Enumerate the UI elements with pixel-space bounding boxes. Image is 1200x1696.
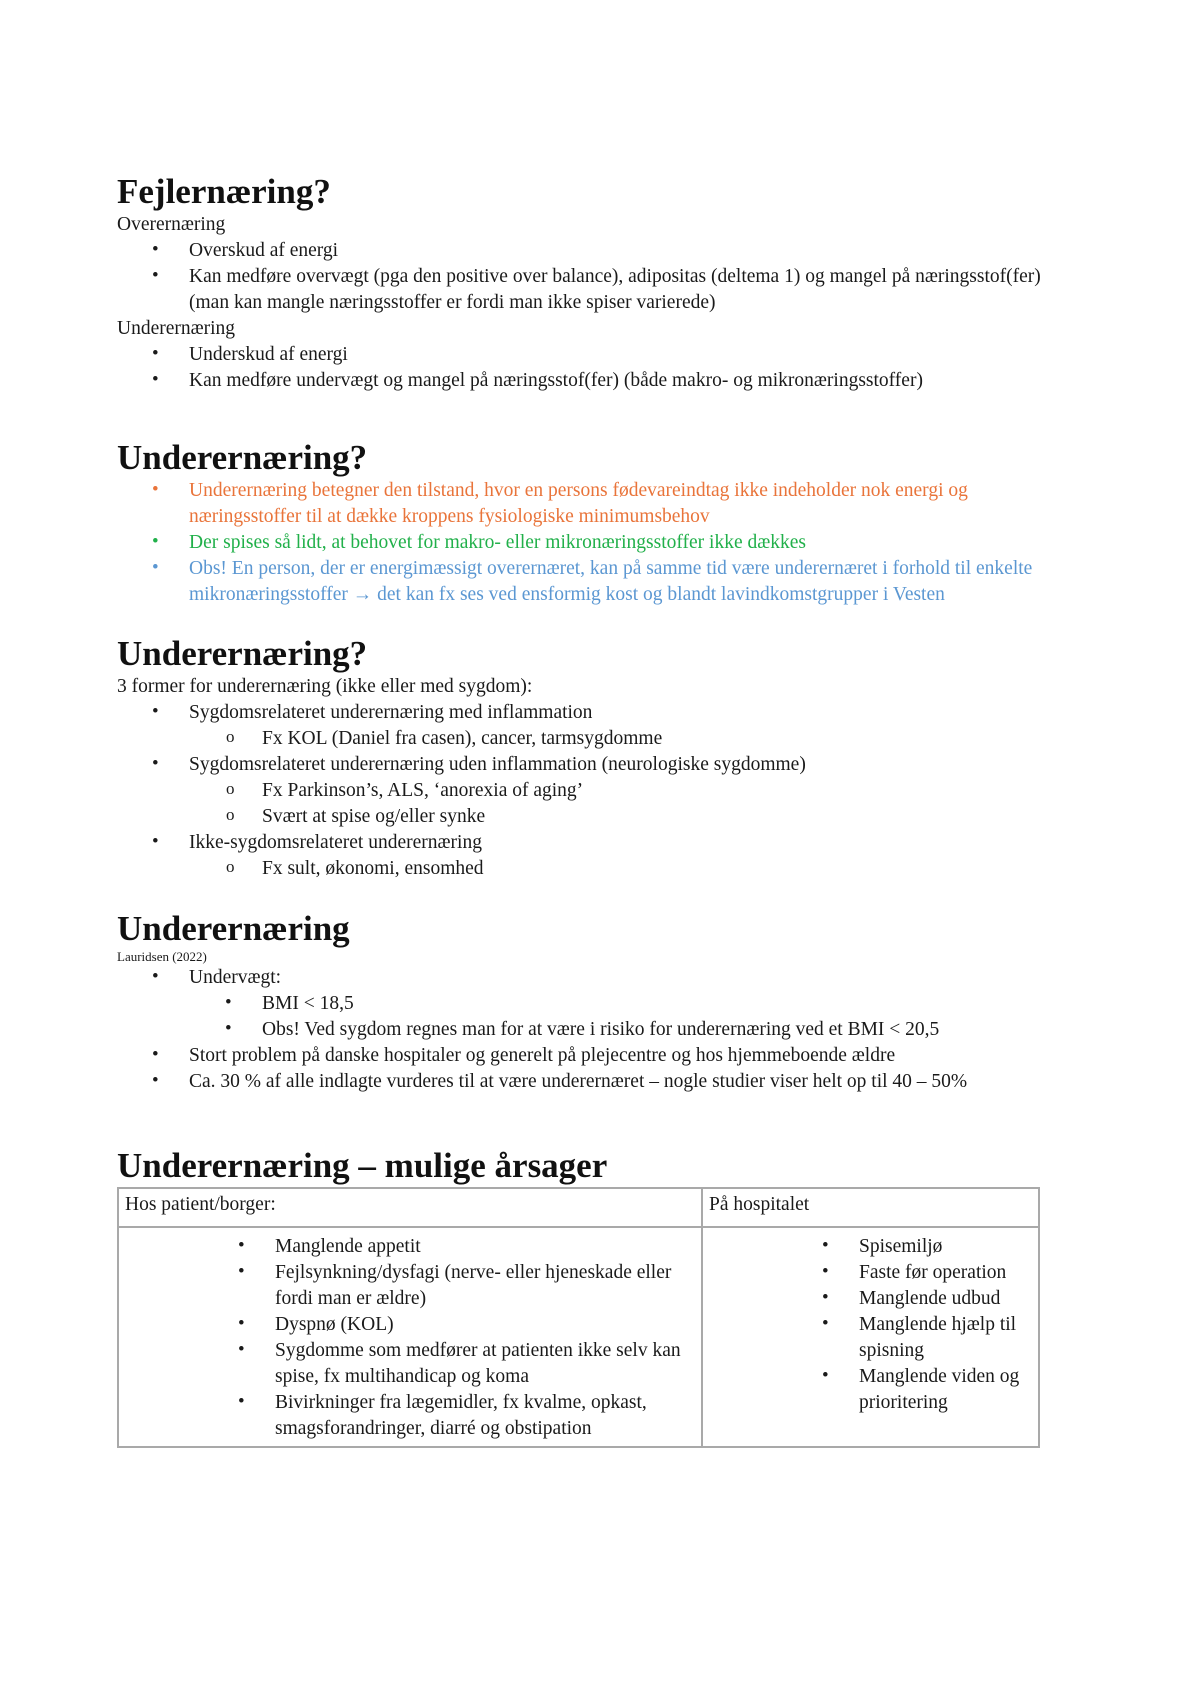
section-underernaering-former xyxy=(117,634,1077,882)
overernaering-list xyxy=(117,238,1077,316)
list-item xyxy=(117,965,1077,1043)
section-fejlernaering xyxy=(117,172,1077,394)
list-item: • Spisemiljø xyxy=(709,1234,1028,1260)
causes-table xyxy=(117,1187,1040,1448)
section-title: Underernæring – mulige årsager xyxy=(117,1146,608,1185)
sub-list-item: • Obs! Ved sygdom regnes man for at være i risiko for underernæring ved et BMI < 20,5 xyxy=(117,1017,1077,1043)
section-aarsager xyxy=(117,1146,1077,1448)
list-item: • Manglende appetit xyxy=(125,1234,681,1260)
underernaering-list xyxy=(117,342,1077,394)
document-page xyxy=(117,172,1077,1448)
list-item-label: Ikke-sygdomsrelateret underernæring xyxy=(189,832,482,853)
sub-list xyxy=(117,726,1077,752)
list-item: • Manglende hjælp til spisning xyxy=(709,1312,1028,1364)
sub-list xyxy=(117,856,1077,882)
list-item: • Obs! En person, der er energimæssigt overernæret, kan på samme tid være underernæret i forhold til enkelte mikronæringsstoffer → det kan fx ses ved ensformig kost og blandt lavindkomstgrupper i Vesten xyxy=(117,556,1077,608)
section-title: Fejlernæring? xyxy=(117,172,331,211)
hospital-causes-list xyxy=(709,1234,1032,1416)
table-row xyxy=(118,1227,1039,1447)
list-item: • Overskud af energi xyxy=(117,238,1077,264)
patient-causes-list xyxy=(125,1234,695,1442)
sub-list-item: o Fx KOL (Daniel fra casen), cancer, tarmsygdomme xyxy=(117,726,1077,752)
list-item xyxy=(117,830,1077,882)
sub-list-item: o Fx Parkinson’s, ALS, ‘anorexia of aging’ xyxy=(117,778,1077,804)
list-item: • Ca. 30 % af alle indlagte vurderes til at være underernæret – nogle studier viser helt op til 40 – 50% xyxy=(117,1069,1077,1095)
list-item: • Manglende udbud xyxy=(709,1286,1028,1312)
definition-list xyxy=(117,478,1077,608)
table-header-hospital: På hospitalet xyxy=(702,1188,1039,1227)
list-item: • Underskud af energi xyxy=(117,342,1077,368)
former-list xyxy=(117,700,1077,882)
list-item: • Underernæring betegner den tilstand, hvor en persons fødevareindtag ikke indeholder nok energi og næringsstoffer til at dække kroppens fysiologiske minimumsbehov xyxy=(117,478,1077,530)
section-underernaering-lauridsen xyxy=(117,909,1077,1095)
overernaering-label: Overernæring xyxy=(117,214,226,235)
table-header-patient: Hos patient/borger: xyxy=(118,1188,702,1227)
table-cell-hospital xyxy=(702,1227,1039,1447)
underernaering-label: Underernæring xyxy=(117,318,236,339)
list-item: • Der spises så lidt, at behovet for makro- eller mikronæringsstoffer ikke dækkes xyxy=(117,530,1077,556)
list-item: • Manglende viden og prioritering xyxy=(709,1364,1028,1416)
sub-list xyxy=(117,778,1077,830)
table-header-row xyxy=(118,1188,1039,1227)
list-item: • Stort problem på danske hospitaler og generelt på plejecentre og hos hjemmeboende ældre xyxy=(117,1043,1077,1069)
list-item: • Dyspnø (KOL) xyxy=(125,1312,681,1338)
sub-list-item: o Fx sult, økonomi, ensomhed xyxy=(117,856,1077,882)
list-item xyxy=(117,752,1077,830)
list-item: • Sygdomme som medfører at patienten ikke selv kan spise, fx multihandicap og koma xyxy=(125,1338,681,1390)
list-item-label: Undervægt: xyxy=(189,967,282,988)
sub-list xyxy=(117,991,1077,1043)
list-item-label: Sygdomsrelateret underernæring uden inflammation (neurologiske sygdomme) xyxy=(189,754,806,775)
list-item: • Faste før operation xyxy=(709,1260,1028,1286)
section-underernaering-definition xyxy=(117,438,1077,608)
section-title: Underernæring xyxy=(117,909,350,948)
facts-list xyxy=(117,965,1077,1095)
list-item: • Bivirkninger fra lægemidler, fx kvalme, opkast, smagsforandringer, diarré og obstipation xyxy=(125,1390,681,1442)
section-title: Underernæring? xyxy=(117,634,368,673)
sub-list-item: o Svært at spise og/eller synke xyxy=(117,804,1077,830)
list-item xyxy=(117,700,1077,752)
intro-text: 3 former for underernæring (ikke eller med sygdom): xyxy=(117,676,533,697)
list-item: • Kan medføre overvægt (pga den positive over balance), adipositas (deltema 1) og mangel på næringsstof(fer) (man kan mangle næringsstoffer er fordi man ikke spiser varierede) xyxy=(117,264,1077,316)
list-item-label: Sygdomsrelateret underernæring med inflammation xyxy=(189,702,593,723)
source-citation: Lauridsen (2022) xyxy=(117,949,207,964)
sub-list-item: • BMI < 18,5 xyxy=(117,991,1077,1017)
list-item: • Fejlsynkning/dysfagi (nerve- eller hjeneskade eller fordi man er ældre) xyxy=(125,1260,681,1312)
table-cell-patient xyxy=(118,1227,702,1447)
section-title: Underernæring? xyxy=(117,438,368,477)
list-item: • Kan medføre undervægt og mangel på næringsstof(fer) (både makro- og mikronæringsstoffer) xyxy=(117,368,1077,394)
